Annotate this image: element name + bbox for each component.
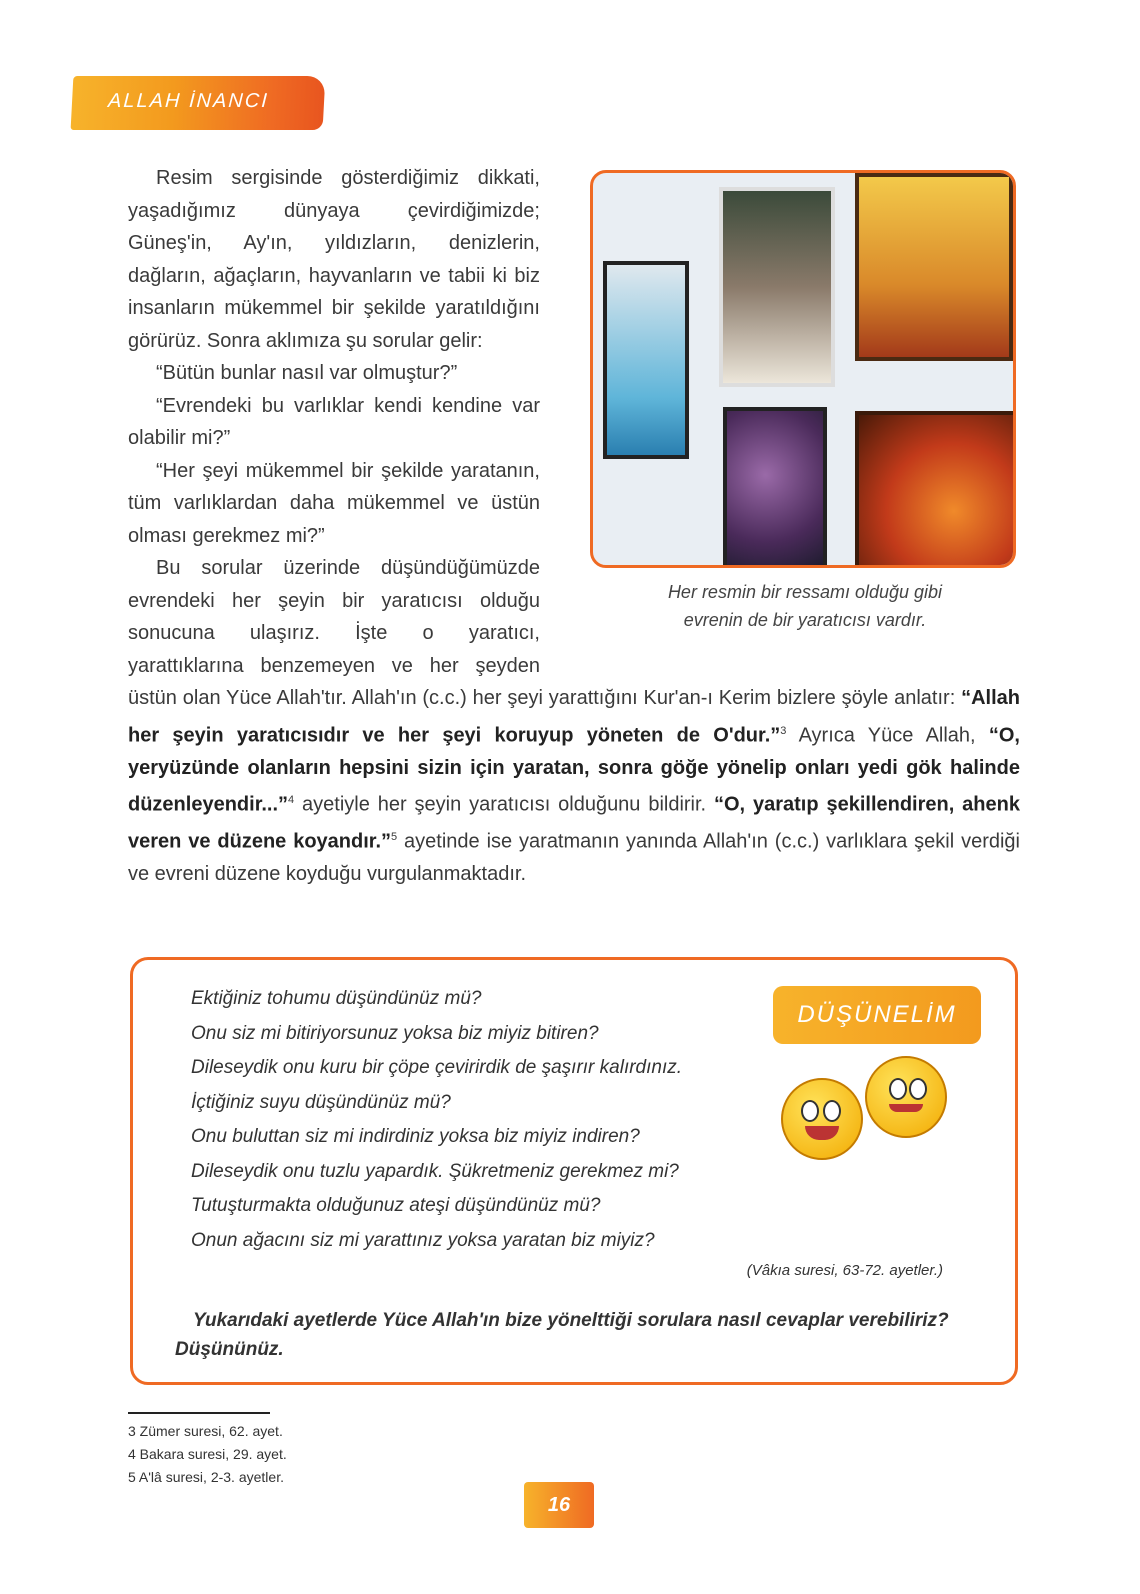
smiley-emoji-icon (781, 1078, 863, 1160)
footnote: 3 Zümer suresi, 62. ayet. (128, 1423, 283, 1439)
footnote-ref[interactable]: 4 (288, 794, 295, 807)
figure-caption (590, 578, 1020, 634)
text-run: ayetiyle her şeyin yaratıcısı olduğunu bildirir. (294, 793, 714, 816)
think-box (130, 957, 1018, 1385)
think-label: DÜŞÜNELİM (773, 986, 981, 1044)
verse-line: İçtiğiniz suyu düşündünüz mü? (191, 1091, 451, 1113)
painting (719, 187, 835, 387)
verse-line: Ektiğiniz tohumu düşündünüz mü? (191, 988, 482, 1009)
smiley-emoji-icon (865, 1056, 947, 1138)
verse-line: Tutuşturmakta olduğunuz ateşi düşündünüz mü? (191, 1195, 601, 1216)
verse-line: Dileseydik onu kuru bir çöpe çevirirdik de şaşırır kalırdınız. (191, 1057, 683, 1078)
verse-list (191, 982, 682, 1258)
verse-quote: “Allah her şeyin yaratıcısıdır ve her şeyi koruyup yöneten de O'dur.” (128, 687, 1020, 747)
text-run: ayetinde ise yaratmanın yanında Allah'ın (c.c.) varlıklara şekil verdiği ve evreni düzene koyduğu vurgulanmaktadır. (128, 830, 1020, 886)
text-run: Ayrıca Yüce Allah, (786, 724, 989, 747)
verse-quote: “O, yaratıp şekillendiren, ahenk veren ve düzene koyandır.” (128, 793, 1020, 853)
painting (723, 407, 827, 568)
body-text (128, 162, 1020, 891)
verse-line: Onu siz mi bitiriyorsunuz yoksa biz miyiz bitiren? (191, 1022, 599, 1044)
footnote: 5 A'lâ suresi, 2-3. ayetler. (128, 1469, 284, 1485)
painting (855, 173, 1013, 361)
question-1: “Bütün bunlar nasıl var olmuştur?” (156, 362, 458, 384)
think-question: Yukarıdaki ayetlerde Yüce Allah'ın bize yönelttiği sorulara nasıl cevaplar verebiliriz? Düşününüz. (175, 1310, 949, 1360)
caption-line: Her resmin bir ressamı olduğu gibi (667, 582, 943, 602)
page-number: 16 (524, 1482, 594, 1528)
footnote-ref[interactable]: 3 (780, 724, 787, 737)
text-run: Bu sorular üzerinde düşündüğümüzde evrendeki her şeyin bir yaratıcısı olduğu sonucuna ulaşırız. İşte o yaratıcı, yarattıklarına benzemeyen ve her şeyden üstün olan Yüce Allah'tır. Allah'ın (c.c.) her şeyi yarattığını Kur'an-ı Kerim bizlere şöyle anlatır: (128, 557, 962, 709)
verse-source: (Vâkıa suresi, 63-72. ayetler.) (746, 1262, 943, 1279)
caption-line: evrenin de bir yaratıcısı vardır. (683, 610, 927, 630)
figure (590, 170, 1020, 650)
footnote: 4 Bakara suresi, 29. ayet. (128, 1446, 287, 1462)
verse-line: Onun ağacını siz mi yarattınız yoksa yaratan biz miyiz? (191, 1229, 655, 1251)
question-2: “Evrendeki bu varlıklar kendi kendine var olabilir mi?” (128, 394, 540, 449)
footnote-divider (128, 1412, 270, 1414)
painting (855, 411, 1016, 568)
verse-line: Dileseydik onu tuzlu yapardık. Şükretmeniz gerekmez mi? (191, 1160, 679, 1182)
paragraph: Resim sergisinde gösterdiğimiz dikkati, yaşadığımız dünyaya çevirdiğimizde; Güneş'in, Ay'ın, yıldızların, denizlerin, dağların, ağaçların, hayvanların ve tabii ki biz insanların mükemmel bir şekilde yaratıldığını görürüz. Sonra aklımıza şu sorular gelir: (128, 167, 540, 352)
section-banner (71, 76, 326, 130)
section-title: ALLAH İNANCI (107, 90, 270, 112)
painting (603, 261, 689, 459)
question-3: “Her şeyi mükemmel bir şekilde yaratanın, tüm varlıklardan daha mükemmel ve üstün olması gerekmez mi?” (128, 459, 540, 547)
gallery-photo (590, 170, 1016, 568)
footnote-ref[interactable]: 5 (391, 831, 398, 844)
footnotes (128, 1420, 287, 1489)
verse-line: Onu buluttan siz mi indirdiniz yoksa biz miyiz indiren? (191, 1126, 640, 1147)
verse-quote: “O, yeryüzünde olanların hepsini sizin için yaratan, sonra göğe yönelip onları yedi gök halinde düzenleyendir...” (128, 724, 1020, 816)
